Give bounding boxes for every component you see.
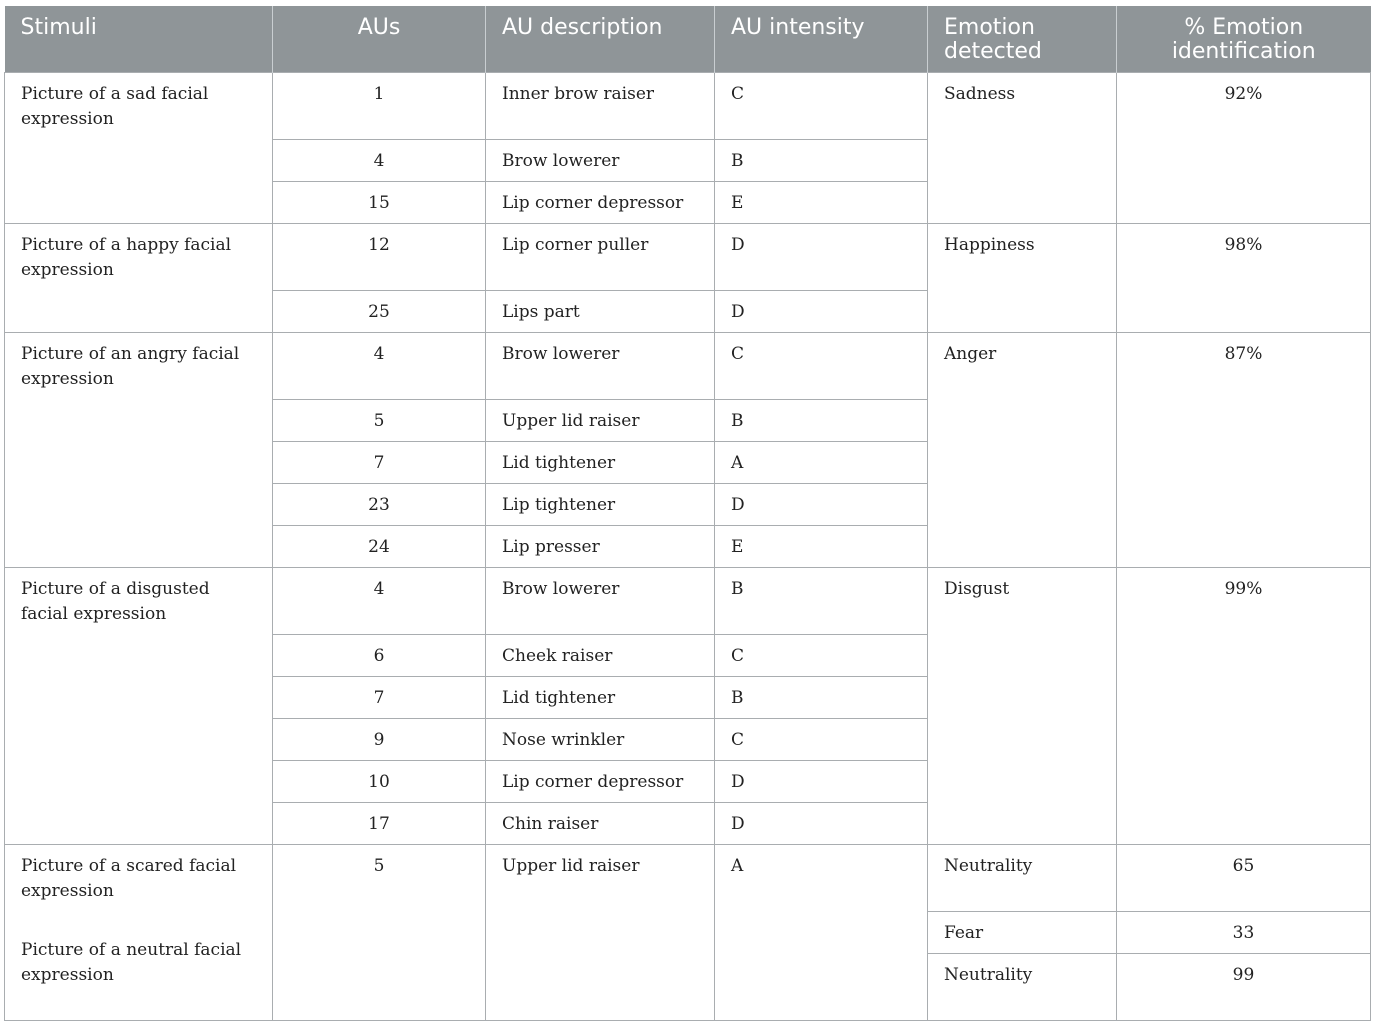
emotion-cell: Neutrality (928, 845, 1117, 912)
table-header (5, 6, 1371, 73)
au-description-cell: Lid tightener (486, 442, 715, 484)
percent-cell: 92% (1117, 73, 1371, 224)
header-au-intensity: AU intensity (715, 6, 928, 73)
au-cell: 4 (273, 140, 486, 182)
au-intensity-cell: E (715, 526, 928, 568)
au-intensity-cell: D (715, 761, 928, 803)
au-cell: 12 (273, 224, 486, 291)
stimulus-cell: Picture of a sad facial expression (5, 73, 273, 224)
au-intensity-cell: A (715, 845, 928, 1021)
au-intensity-cell: D (715, 291, 928, 333)
stimulus-cell: Picture of an angry facial expression (5, 333, 273, 568)
au-intensity-cell: C (715, 333, 928, 400)
stimulus-cell: Picture of a disgusted facial expression (5, 568, 273, 845)
au-intensity-cell: D (715, 803, 928, 845)
emotion-cell: Sadness (928, 73, 1117, 224)
percent-cell: 87% (1117, 333, 1371, 568)
au-cell: 6 (273, 635, 486, 677)
au-cell: 4 (273, 333, 486, 400)
percent-cell: 33 (1117, 912, 1371, 954)
au-intensity-cell: A (715, 442, 928, 484)
au-intensity-cell: B (715, 568, 928, 635)
table-row (5, 568, 1371, 635)
au-cell: 7 (273, 677, 486, 719)
au-intensity-cell: B (715, 140, 928, 182)
au-cell: 10 (273, 761, 486, 803)
au-description-cell: Chin raiser (486, 803, 715, 845)
au-cell: 4 (273, 568, 486, 635)
au-description-cell: Brow lowerer (486, 568, 715, 635)
au-cell: 17 (273, 803, 486, 845)
au-intensity-cell: E (715, 182, 928, 224)
table-body (5, 73, 1371, 1021)
au-cell: 1 (273, 73, 486, 140)
au-description-cell: Brow lowerer (486, 333, 715, 400)
emotion-cell: Fear (928, 912, 1117, 954)
au-intensity-cell: C (715, 635, 928, 677)
percent-cell: 98% (1117, 224, 1371, 333)
percent-cell: 99 (1117, 954, 1371, 1021)
table-row (5, 224, 1371, 291)
au-cell: 7 (273, 442, 486, 484)
au-description-cell: Nose wrinkler (486, 719, 715, 761)
emotion-cell: Anger (928, 333, 1117, 568)
au-description-cell: Lip corner depressor (486, 182, 715, 224)
au-cell: 5 (273, 400, 486, 442)
au-description-cell: Cheek raiser (486, 635, 715, 677)
table-row (5, 73, 1371, 140)
au-emotion-table (4, 6, 1371, 1021)
header-stimuli: Stimuli (5, 6, 273, 73)
stimulus-cell (5, 845, 273, 1021)
au-description-cell: Brow lowerer (486, 140, 715, 182)
header-emotion-detected: Emotion detected (928, 6, 1117, 73)
au-cell: 5 (273, 845, 486, 1021)
header-emotion-identification: % Emotion identification (1117, 6, 1371, 73)
emotion-cell: Happiness (928, 224, 1117, 333)
au-description-cell: Inner brow raiser (486, 73, 715, 140)
percent-cell: 99% (1117, 568, 1371, 845)
header-au-description: AU description (486, 6, 715, 73)
table-row (5, 845, 1371, 912)
au-cell: 24 (273, 526, 486, 568)
emotion-cell: Disgust (928, 568, 1117, 845)
au-intensity-cell: C (715, 73, 928, 140)
au-intensity-cell: B (715, 400, 928, 442)
au-description-cell: Upper lid raiser (486, 400, 715, 442)
stimulus-scared: Picture of a scared facial expression (21, 856, 237, 901)
au-intensity-cell: D (715, 484, 928, 526)
emotion-cell: Neutrality (928, 954, 1117, 1021)
header-row (5, 6, 1371, 73)
au-description-cell: Lid tightener (486, 677, 715, 719)
stimulus-spacer (21, 904, 256, 938)
au-description-cell: Upper lid raiser (486, 845, 715, 1021)
au-description-cell: Lip presser (486, 526, 715, 568)
au-description-cell: Lip corner depressor (486, 761, 715, 803)
stimulus-cell: Picture of a happy facial expression (5, 224, 273, 333)
percent-cell: 65 (1117, 845, 1371, 912)
au-cell: 23 (273, 484, 486, 526)
au-intensity-cell: C (715, 719, 928, 761)
table-row (5, 333, 1371, 400)
au-description-cell: Lip tightener (486, 484, 715, 526)
au-intensity-cell: B (715, 677, 928, 719)
au-cell: 25 (273, 291, 486, 333)
au-description-cell: Lip corner puller (486, 224, 715, 291)
stimulus-neutral: Picture of a neutral facial expression (21, 940, 242, 985)
header-aus: AUs (273, 6, 486, 73)
au-cell: 9 (273, 719, 486, 761)
au-description-cell: Lips part (486, 291, 715, 333)
au-cell: 15 (273, 182, 486, 224)
au-intensity-cell: D (715, 224, 928, 291)
